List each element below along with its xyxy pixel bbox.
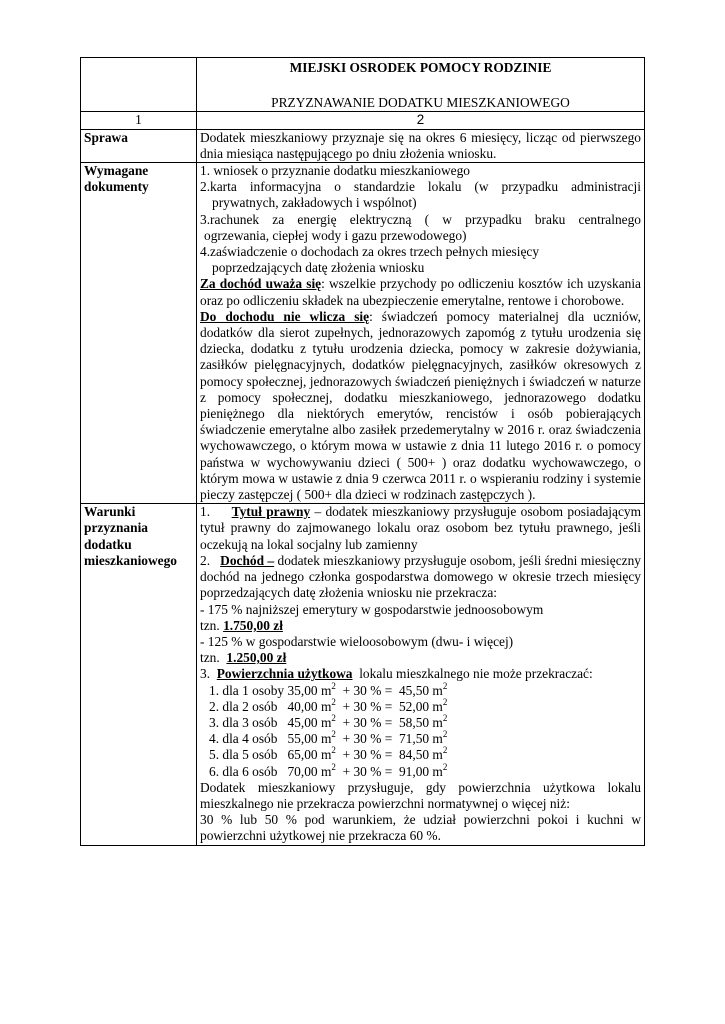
area-result: + 30 % = 52,00 m (335, 698, 443, 714)
area-result: + 30 % = 58,50 m (335, 714, 443, 730)
warunki-label-line3: dodatku (84, 536, 132, 552)
area-row (200, 696, 641, 715)
document-item-3: 3.rachunek za energię elektryczną ( w przypadku braku centralnego (200, 211, 641, 227)
superscript: 2 (331, 712, 336, 723)
area-base: 2. dla 2 osób 40,00 m (209, 698, 332, 714)
area-base: 4. dla 4 osób 55,00 m (209, 731, 332, 747)
income-condition-heading: Dochód – (220, 552, 275, 568)
legal-title-heading: Tytuł prawny (231, 504, 311, 520)
exclusions-heading: Do dochodu nie wlicza się (200, 308, 370, 324)
superscript: 2 (331, 761, 336, 772)
area-base: 6. dla 6 osób 70,00 m (209, 763, 332, 779)
document-item-2: 2.karta informacyjna o standardzie lokalu (w przypadku administracji (200, 179, 641, 195)
superscript: 2 (331, 729, 336, 740)
condition-2-number: 2. (200, 552, 221, 568)
condition-3-number: 3. (200, 666, 217, 682)
condition-1-number: 1. (200, 504, 232, 520)
area-result: + 30 % = 71,50 m (335, 731, 443, 747)
condition-income (200, 553, 641, 602)
dokumenty-label-line1: Wymagane (84, 163, 149, 179)
warunki-row (81, 504, 645, 845)
column-number-1: 1 (81, 112, 197, 129)
area-row (200, 731, 641, 747)
superscript: 2 (442, 696, 448, 707)
area-condition-heading: Powierzchnia użytkowa (216, 666, 353, 682)
legal-title-text: – dodatek mieszkaniowy przysługuje osobom posiadającym tytuł prawny do zajmowanego lokalu oraz osobom bez tytułu prawnego, jeśli oczekują na lokal socjalny lub zamienny (200, 504, 642, 552)
area-base: 5. dla 5 osób 65,00 m (209, 747, 332, 763)
warunki-content (197, 504, 645, 845)
income-limit-multi-amount (200, 650, 641, 666)
document-item-4: 4.zaświadczenie o dochodach za okres trzech pełnych miesięcy (200, 244, 540, 260)
dokumenty-label (81, 163, 197, 504)
superscript: 2 (442, 745, 448, 756)
area-base: 3. dla 3 osób 45,00 m (209, 714, 332, 730)
exclusions-text: : świadczeń pomocy materialnej dla uczniów, dodatków dla sierot zupełnych, jednorazowych zapomóg z tytułu urodzenia się dziecka, dodatku z tytułu urodzenia dziecka, pomocy w zakresie dożywiania, zasiłków pielęgnacyjnych, dodatków pielęgnacyjnych, zasiłków okresowych z pomocy społecznej, jednorazowych świadczeń pieniężnych i świadczeń w naturze z pomocy społecznej, dodatku mieszkaniowego, jednorazowego dodatku pieniężnego dla niektórych emerytów, rencistów i osób pobierających świadczenie emerytalne albo zasiłek przedemerytalny w 2016 r. oraz świadczenia wychowawczego, o którym mowa w ustawie z dnia 11 lutego 2016 r. o pomocy państwa w wychowywaniu dzieci ( 500+ ) oraz dodatku wychowawczego, o którym mowa w ustawie z dnia 9 czerwca 2011 r. o wspieraniu rodziny i systemie pieczy zastępczej ( 500+ dla dzieci w rodzinach zastępczych ). (200, 308, 642, 503)
income-limit-multi: - 125 % w gospodarstwie wieloosobowym (dwu- i więcej) (200, 633, 514, 649)
superscript: 2 (442, 729, 448, 740)
dokumenty-content (197, 163, 645, 504)
area-row (200, 761, 641, 780)
dokumenty-label-line2: dokumenty (84, 179, 149, 195)
income-exclusions (200, 309, 641, 503)
document-item-4-cont: poprzedzających datę złożenia wniosku (212, 260, 425, 276)
area-row (200, 747, 641, 763)
superscript: 2 (442, 680, 448, 691)
tzn-prefix: tzn. (200, 650, 227, 666)
area-condition-text: lokalu mieszkalnego nie może przekraczać: (352, 666, 593, 682)
header-empty-cell (81, 58, 197, 112)
dokumenty-row (81, 163, 645, 504)
sprawa-label: Sprawa (81, 129, 197, 162)
superscript: 2 (442, 712, 448, 723)
superscript: 2 (331, 680, 336, 691)
area-base: 1. dla 1 osoby 35,00 m (209, 682, 332, 698)
area-result: + 30 % = 45,50 m (335, 682, 443, 698)
column-number-2: 2 (197, 112, 645, 129)
document-item-3-cont: ogrzewania, ciepłej wody i gazu przewodowego) (204, 227, 467, 243)
header-row (81, 58, 645, 112)
condition-legal-title (200, 504, 641, 553)
income-limit-single-amount (200, 618, 641, 634)
income-definition (200, 276, 641, 308)
income-heading: Za dochód uważa się (200, 276, 322, 292)
income-condition-text: dodatek mieszkaniowy przysługuje osobom, jeśli średni miesięczny dochód na jednego członka gospodarstwa domowego w okresie trzech miesięcy poprzedzających datę złożenia wniosku nie przekracza: (200, 552, 641, 601)
area-list (200, 680, 641, 780)
warunki-label-line2: przyznania (84, 520, 148, 536)
tzn-prefix: tzn. (200, 617, 224, 633)
area-row (200, 680, 641, 699)
income-text: : wszelkie przychody po odliczeniu kosztów ich uzyskania oraz po odliczeniu składek na ubezpieczenie emerytalne, rentowe i chorobowe. (200, 276, 642, 308)
benefit-table (80, 57, 645, 846)
header-cell (197, 58, 645, 112)
page-title: MIEJSKI OSRODEK POMOCY RODZINIE (289, 60, 552, 75)
single-amount-value: 1.750,00 zł (223, 617, 283, 633)
page-subtitle: PRZYZNAWANIE DODATKU MIESZKANIOWEGO (271, 95, 570, 111)
area-row (200, 712, 641, 731)
sprawa-row (81, 129, 645, 162)
multi-amount-value: 1.250,00 zł (226, 650, 287, 666)
warunki-label-line1: Warunki (84, 504, 136, 520)
condition-area (200, 666, 641, 682)
superscript: 2 (331, 745, 336, 756)
superscript: 2 (442, 761, 448, 772)
area-result: + 30 % = 91,00 m (335, 763, 443, 779)
area-result: + 30 % = 84,50 m (335, 747, 443, 763)
warunki-label (81, 504, 197, 845)
sprawa-text: Dodatek mieszkaniowy przyznaje się na okres 6 miesięcy, licząc od pierwszego dnia miesiąca następującego po dniu złożenia wniosku. (197, 129, 645, 162)
column-number-row (81, 112, 645, 129)
superscript: 2 (331, 696, 336, 707)
closing-text-1: Dodatek mieszkaniowy przysługuje, gdy powierzchnia użytkowa lokalu mieszkalnego nie przekracza powierzchni normatywnej o więcej niż: (200, 779, 641, 811)
income-limit-single: - 175 % najniższej emerytury w gospodarstwie jednoosobowym (200, 601, 544, 617)
document-item-1: 1. wniosek o przyznanie dodatku mieszkaniowego (200, 163, 470, 179)
warunki-label-line4: mieszkaniowego (84, 552, 177, 568)
document-item-2-cont: prywatnych, zakładowych i wspólnot) (212, 195, 417, 211)
closing-text-2: 30 % lub 50 % pod warunkiem, że udział powierzchni pokoi i kuchni w powierzchni użytkowej nie przekracza 60 %. (200, 812, 641, 844)
